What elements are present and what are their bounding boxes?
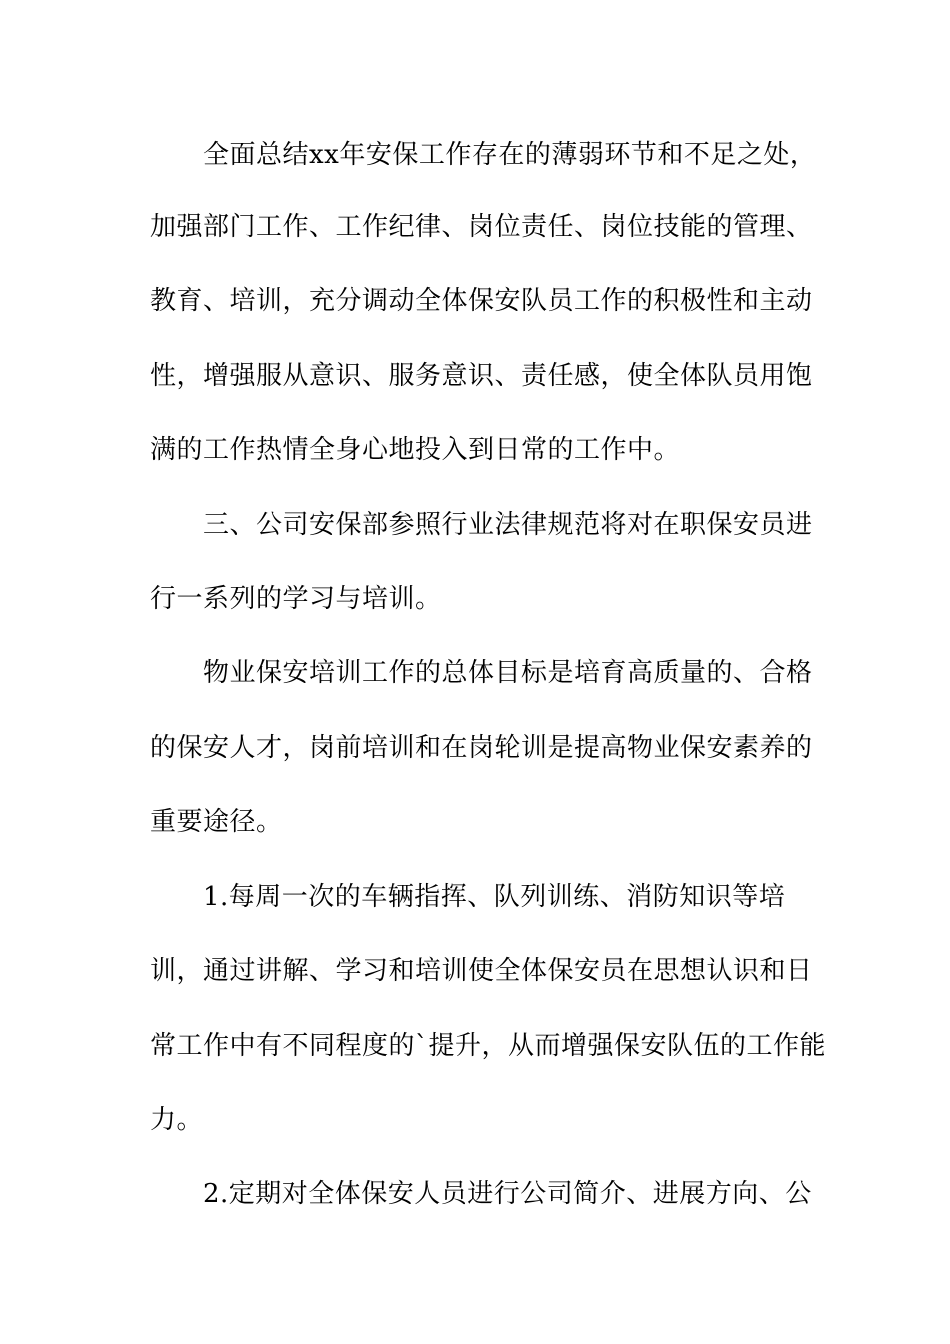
- paragraph-line: 性，增强服从意识、服务意识、责任感，使全体队员用饱: [150, 361, 813, 391]
- paragraph-line: 物业保安培训工作的总体目标是培育高质量的、合格: [203, 658, 813, 688]
- paragraph-line: 1.每周一次的车辆指挥、队列训练、消防知识等培: [203, 882, 786, 912]
- paragraph-line: 教育、培训，充分调动全体保安队员工作的积极性和主动: [150, 286, 813, 316]
- paragraph-line: 常工作中有不同程度的`提升，从而增强保安队伍的工作能: [150, 1031, 827, 1061]
- paragraph-line: 的保安人才，岗前培训和在岗轮训是提高物业保安素养的: [150, 733, 813, 763]
- paragraph-line: 力。: [150, 1105, 204, 1135]
- paragraph-line: 训，通过讲解、学习和培训使全体保安员在思想认识和日: [150, 956, 813, 986]
- paragraph-line: 行一系列的学习与培训。: [150, 584, 442, 614]
- paragraph-line: 重要途径。: [150, 807, 283, 837]
- paragraph-line: 三、公司安保部参照行业法律规范将对在职保安员进: [203, 510, 813, 540]
- paragraph-line: 满的工作热情全身心地投入到日常的工作中。: [150, 435, 681, 465]
- paragraph-line: 全面总结xx年安保工作存在的薄弱环节和不足之处，: [203, 140, 817, 170]
- paragraph-line: 加强部门工作、工作纪律、岗位责任、岗位技能的管理、: [150, 212, 813, 242]
- paragraph-line: 2.定期对全体保安人员进行公司简介、进展方向、公: [203, 1179, 812, 1209]
